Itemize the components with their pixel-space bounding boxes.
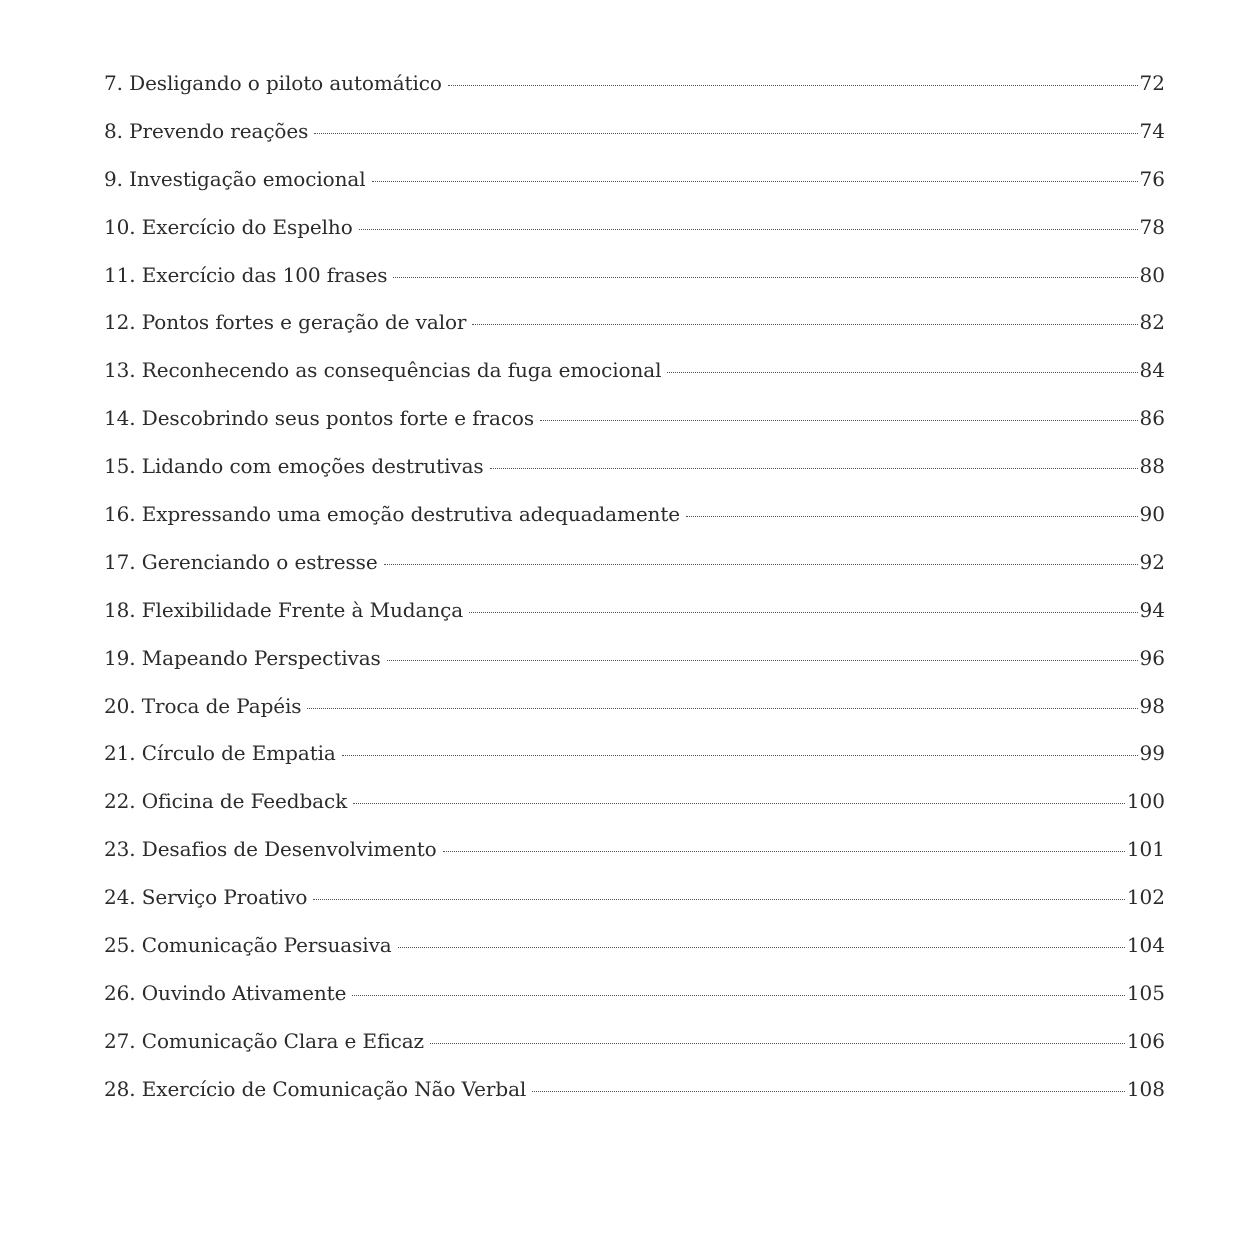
toc-entry bbox=[104, 108, 1165, 156]
toc-entry-title: 27. Comunicação Clara e Eficaz bbox=[104, 1028, 424, 1053]
toc-entry-title: 12. Pontos fortes e geração de valor bbox=[104, 310, 467, 335]
toc-entry bbox=[104, 299, 1165, 347]
toc-entry-page-number: 99 bbox=[1139, 741, 1165, 766]
toc-entry bbox=[104, 1066, 1165, 1114]
dot-leader bbox=[472, 323, 1137, 325]
toc-entry bbox=[104, 395, 1165, 443]
toc-entry bbox=[104, 587, 1165, 635]
dot-leader bbox=[443, 850, 1125, 852]
toc-entry-title: 7. Desligando o piloto automático bbox=[104, 71, 442, 95]
toc-entry-title: 20. Troca de Papéis bbox=[104, 693, 302, 718]
dot-leader bbox=[342, 754, 1138, 756]
toc-entry-page-number: 76 bbox=[1139, 166, 1165, 191]
toc-entry-title: 8. Prevendo reações bbox=[104, 118, 309, 143]
dot-leader bbox=[359, 228, 1138, 230]
dot-leader bbox=[448, 84, 1138, 86]
toc-entry-page-number: 102 bbox=[1126, 885, 1165, 910]
table-of-contents bbox=[104, 60, 1165, 1114]
dot-leader bbox=[532, 1090, 1125, 1092]
toc-entry bbox=[104, 156, 1165, 204]
toc-entry bbox=[104, 970, 1165, 1018]
toc-entry bbox=[104, 683, 1165, 731]
dot-leader bbox=[353, 802, 1125, 804]
toc-entry-page-number: 104 bbox=[1126, 933, 1165, 958]
toc-entry-title: 18. Flexibilidade Frente à Mudança bbox=[104, 597, 464, 622]
dot-leader bbox=[398, 946, 1125, 948]
toc-entry-page-number: 105 bbox=[1126, 980, 1165, 1005]
dot-leader bbox=[384, 563, 1138, 565]
dot-leader bbox=[393, 276, 1137, 278]
toc-entry bbox=[104, 491, 1165, 539]
toc-entry-page-number: 86 bbox=[1139, 406, 1165, 431]
toc-entry bbox=[104, 443, 1165, 491]
toc-entry-title: 14. Descobrindo seus pontos forte e fracos bbox=[104, 406, 535, 431]
toc-entry bbox=[104, 826, 1165, 874]
toc-entry-page-number: 94 bbox=[1139, 597, 1165, 622]
toc-entry-page-number: 80 bbox=[1139, 262, 1165, 287]
toc-entry-page-number: 106 bbox=[1126, 1028, 1165, 1053]
toc-entry-page-number: 90 bbox=[1139, 502, 1165, 527]
toc-entry-page-number: 84 bbox=[1139, 358, 1165, 383]
dot-leader bbox=[314, 132, 1137, 134]
toc-entry-page-number: 92 bbox=[1139, 549, 1165, 574]
dot-leader bbox=[469, 611, 1138, 613]
toc-entry bbox=[104, 874, 1165, 922]
dot-leader bbox=[667, 371, 1137, 373]
toc-entry bbox=[104, 730, 1165, 778]
toc-entry-title: 21. Círculo de Empatia bbox=[104, 741, 336, 766]
toc-entry-title: 22. Oficina de Feedback bbox=[104, 789, 348, 814]
toc-entry bbox=[104, 252, 1165, 300]
toc-entry-page-number: 98 bbox=[1139, 693, 1165, 718]
dot-leader bbox=[686, 515, 1138, 517]
toc-entry-page-number: 88 bbox=[1139, 454, 1165, 479]
toc-entry bbox=[104, 635, 1165, 683]
toc-entry-page-number: 78 bbox=[1139, 214, 1165, 239]
dot-leader bbox=[352, 994, 1124, 996]
toc-entry-title: 11. Exercício das 100 frases bbox=[104, 262, 388, 287]
toc-entry bbox=[104, 204, 1165, 252]
dot-leader bbox=[430, 1042, 1125, 1044]
toc-entry-page-number: 101 bbox=[1126, 837, 1165, 862]
toc-entry-title: 10. Exercício do Espelho bbox=[104, 214, 353, 239]
toc-entry-title: 19. Mapeando Perspectivas bbox=[104, 645, 381, 670]
toc-entry bbox=[104, 922, 1165, 970]
toc-entry-page-number: 108 bbox=[1126, 1076, 1165, 1101]
toc-entry-title: 15. Lidando com emoções destrutivas bbox=[104, 454, 484, 479]
toc-entry-title: 9. Investigação emocional bbox=[104, 166, 366, 191]
toc-entry bbox=[104, 778, 1165, 826]
toc-entry-page-number: 100 bbox=[1126, 789, 1165, 814]
toc-entry-title: 28. Exercício de Comunicação Não Verbal bbox=[104, 1076, 527, 1101]
dot-leader bbox=[372, 180, 1138, 182]
toc-entry-title: 23. Desafios de Desenvolvimento bbox=[104, 837, 437, 862]
toc-entry-title: 13. Reconhecendo as consequências da fuga emocional bbox=[104, 358, 662, 383]
toc-entry-page-number: 72 bbox=[1139, 71, 1165, 95]
toc-entry-title: 17. Gerenciando o estresse bbox=[104, 549, 378, 574]
dot-leader bbox=[387, 659, 1138, 661]
toc-entry-title: 25. Comunicação Persuasiva bbox=[104, 933, 392, 958]
toc-entry-title: 24. Serviço Proativo bbox=[104, 885, 308, 910]
dot-leader bbox=[313, 898, 1124, 900]
dot-leader bbox=[307, 707, 1137, 709]
toc-entry bbox=[104, 60, 1165, 108]
toc-entry bbox=[104, 539, 1165, 587]
toc-entry-title: 16. Expressando uma emoção destrutiva adequadamente bbox=[104, 502, 681, 527]
toc-entry bbox=[104, 1018, 1165, 1066]
toc-entry bbox=[104, 347, 1165, 395]
toc-entry-title: 26. Ouvindo Ativamente bbox=[104, 980, 347, 1005]
dot-leader bbox=[540, 419, 1138, 421]
toc-entry-page-number: 96 bbox=[1139, 645, 1165, 670]
toc-entry-page-number: 74 bbox=[1139, 118, 1165, 143]
dot-leader bbox=[490, 467, 1138, 469]
toc-entry-page-number: 82 bbox=[1139, 310, 1165, 335]
